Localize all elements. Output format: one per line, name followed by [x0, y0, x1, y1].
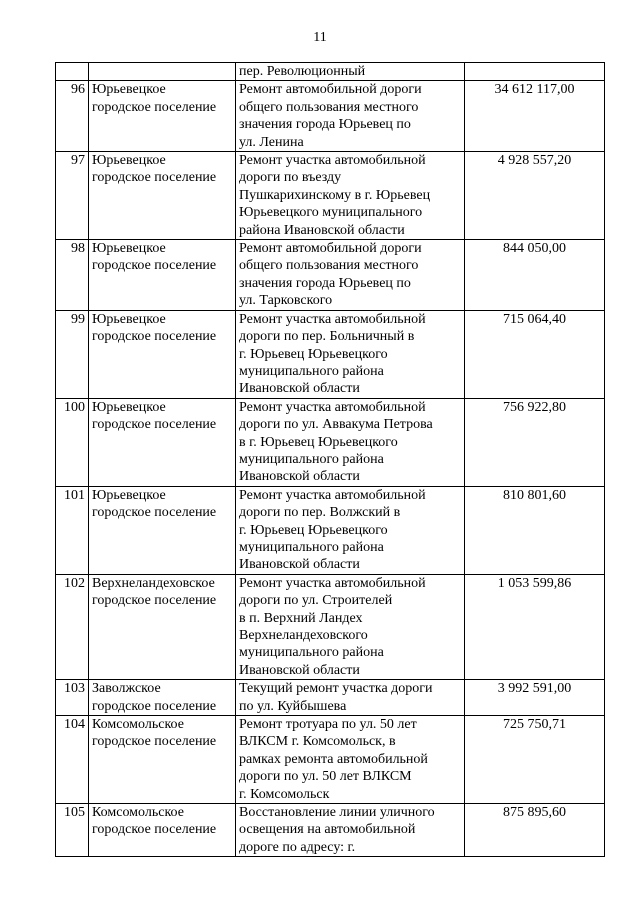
object-line: Ремонт участка автомобильной	[239, 487, 426, 503]
object-line: муниципального района	[239, 363, 384, 379]
table-body	[56, 63, 605, 857]
object-line: Ивановской области	[239, 381, 360, 397]
object-line: Верхнеландеховского	[239, 628, 368, 643]
cell-object	[236, 574, 465, 679]
object-line: дороги по пер. Волжский в	[239, 505, 401, 521]
municipality-line: городское поселение	[92, 505, 217, 521]
cell-object	[236, 398, 465, 486]
object-line: Текущий ремонт участка дороги	[239, 681, 433, 697]
cell-number: 100	[56, 398, 89, 486]
object-line: по ул. Куйбышева	[239, 698, 347, 714]
table-row	[56, 310, 605, 398]
object-line: ул. Ленина	[239, 134, 304, 150]
table-row	[56, 680, 605, 716]
cell-amount	[465, 63, 605, 81]
cell-object	[236, 804, 465, 857]
table-row	[56, 804, 605, 857]
municipality-line: Верхнеландеховское	[92, 575, 215, 591]
cell-object	[236, 486, 465, 574]
page-number: 11	[313, 30, 327, 45]
table-row	[56, 240, 605, 311]
cell-municipality	[89, 486, 236, 574]
municipality-line: городское поселение	[92, 593, 217, 609]
object-line: муниципального района	[239, 645, 384, 661]
object-line: дороге по адресу: г.	[239, 839, 356, 855]
object-line: значения города Юрьевец по	[239, 117, 411, 133]
continuation-row	[56, 63, 605, 81]
object-line: общего пользования местного	[239, 258, 419, 274]
cell-number: 103	[56, 680, 89, 716]
cell-municipality	[89, 680, 236, 716]
object-line: муниципального района	[239, 451, 384, 467]
municipality-line: Комсомольское	[92, 717, 184, 733]
table-row	[56, 716, 605, 804]
municipality-line: городское поселение	[92, 258, 217, 274]
cell-amount: 34 612 117,00	[465, 81, 605, 152]
table-row	[56, 486, 605, 574]
object-line: г. Комсомольск	[239, 786, 330, 802]
object-line: Ивановской области	[239, 469, 360, 485]
object-line: района Ивановской области	[239, 222, 405, 238]
cell-municipality	[89, 81, 236, 152]
cell-number: 102	[56, 574, 89, 679]
municipality-line: Юрьевецкое	[92, 399, 166, 415]
municipality-line: Юрьевецкое	[92, 82, 166, 98]
object-line: Юрьевецкого муниципального	[239, 205, 423, 221]
municipality-line: Комсомольское	[92, 805, 184, 821]
object-line: дороги по ул. 50 лет ВЛКСМ	[239, 769, 412, 785]
cell-municipality	[89, 398, 236, 486]
object-line: Ремонт автомобильной дороги	[239, 82, 422, 98]
cell-municipality	[89, 240, 236, 311]
cell-amount: 3 992 591,00	[465, 680, 605, 716]
object-line: дороги по ул. Аввакума Петрова	[239, 417, 433, 433]
municipality-line: Юрьевецкое	[92, 487, 166, 503]
municipality-line: городское поселение	[92, 698, 217, 714]
object-line: Ремонт участка автомобильной	[239, 153, 426, 169]
cell-municipality	[89, 716, 236, 804]
cell-object	[236, 680, 465, 716]
municipality-line: городское поселение	[92, 329, 217, 345]
object-line: значения города Юрьевец по	[239, 275, 411, 291]
cell-number: 97	[56, 152, 89, 240]
object-line: муниципального района	[239, 539, 384, 555]
municipality-line: городское поселение	[92, 734, 217, 750]
cell-number: 98	[56, 240, 89, 311]
cell-municipality	[89, 310, 236, 398]
municipality-line: Юрьевецкое	[92, 311, 166, 327]
object-line: Ивановской области	[239, 662, 360, 678]
cell-number: 105	[56, 804, 89, 857]
cell-object	[236, 81, 465, 152]
table-row	[56, 81, 605, 152]
cell-number: 104	[56, 716, 89, 804]
cell-municipality	[89, 804, 236, 857]
object-line: ВЛКСМ г. Комсомольск, в	[239, 734, 396, 750]
object-line: освещения на автомобильной	[239, 822, 416, 838]
cell-object	[236, 310, 465, 398]
cell-municipality	[89, 574, 236, 679]
municipality-line: городское поселение	[92, 99, 217, 115]
municipality-line: Заволжское	[92, 681, 161, 697]
object-line: в г. Юрьевец Юрьевецкого	[239, 434, 398, 450]
cell-amount: 844 050,00	[465, 240, 605, 311]
municipality-line: Юрьевецкое	[92, 153, 166, 169]
cell-municipality	[89, 63, 236, 81]
object-line: Ивановской области	[239, 557, 360, 573]
object-line: Ремонт участка автомобильной	[239, 575, 426, 591]
cell-object	[236, 152, 465, 240]
municipality-line: городское поселение	[92, 170, 217, 186]
object-line: г. Юрьевец Юрьевецкого	[239, 346, 388, 362]
cell-amount: 725 750,71	[465, 716, 605, 804]
cell-object	[236, 63, 465, 81]
municipality-line: Юрьевецкое	[92, 241, 166, 257]
object-line: пер. Революционный	[239, 64, 366, 79]
object-line: дороги по въезду	[239, 170, 342, 186]
table-row	[56, 398, 605, 486]
cell-object	[236, 716, 465, 804]
object-line: г. Юрьевец Юрьевецкого	[239, 522, 388, 538]
cell-municipality	[89, 152, 236, 240]
cell-amount: 756 922,80	[465, 398, 605, 486]
object-line: дороги по ул. Строителей	[239, 593, 393, 609]
municipality-line: городское поселение	[92, 417, 217, 433]
object-line: дороги по пер. Больничный в	[239, 329, 415, 345]
object-line: Ремонт тротуара по ул. 50 лет	[239, 717, 417, 733]
object-line: рамках ремонта автомобильной	[239, 751, 428, 767]
object-line: Восстановление линии уличного	[239, 805, 435, 821]
object-line: Ремонт участка автомобильной	[239, 311, 426, 327]
table-row	[56, 152, 605, 240]
cell-amount: 1 053 599,86	[465, 574, 605, 679]
object-line: Ремонт участка автомобильной	[239, 399, 426, 415]
object-line: ул. Тарковского	[239, 293, 333, 309]
cell-number: 96	[56, 81, 89, 152]
municipality-line: городское поселение	[92, 822, 217, 838]
cell-amount: 4 928 557,20	[465, 152, 605, 240]
object-line: общего пользования местного	[239, 99, 419, 115]
object-line: Пушкарихинскому в г. Юрьевец	[239, 187, 431, 203]
object-line: Ремонт автомобильной дороги	[239, 241, 422, 257]
table-row	[56, 574, 605, 679]
funding-table	[55, 62, 605, 857]
cell-amount: 810 801,60	[465, 486, 605, 574]
object-line: в п. Верхний Ландех	[239, 610, 363, 626]
cell-number: 101	[56, 486, 89, 574]
cell-number: 99	[56, 310, 89, 398]
cell-amount: 715 064,40	[465, 310, 605, 398]
cell-object	[236, 240, 465, 311]
cell-amount: 875 895,60	[465, 804, 605, 857]
cell-number	[56, 63, 89, 81]
